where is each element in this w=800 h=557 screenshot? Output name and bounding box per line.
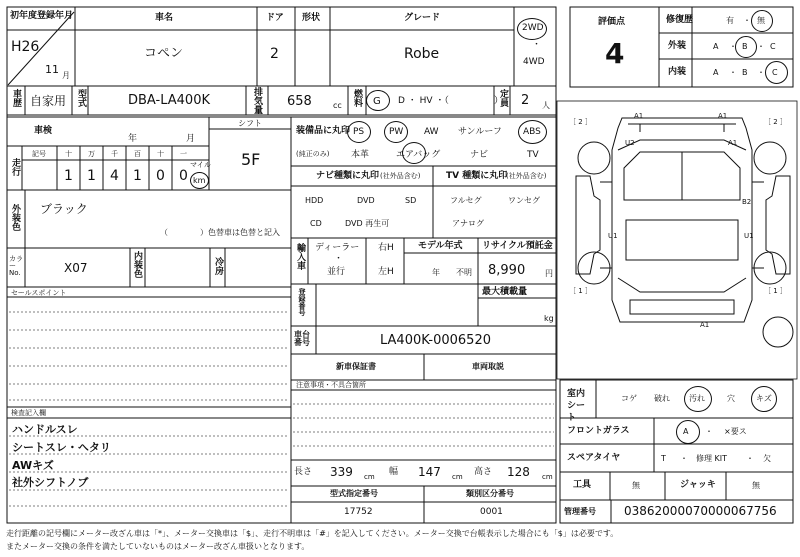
mileage-header-4: 百	[134, 150, 141, 158]
equipment-airbag: エアバッグ	[396, 150, 441, 160]
repaint-note: ）色替車は色替と記入	[200, 228, 280, 237]
label-car-name: 車名	[155, 13, 174, 23]
label-capacity: 定員	[498, 89, 508, 107]
interior-b: B	[742, 68, 748, 77]
damage-mark: A1	[700, 321, 710, 329]
interior-c: C	[772, 68, 778, 77]
category-no-value: 0001	[480, 507, 503, 517]
damage-mark: A1	[728, 139, 738, 147]
spare-kit: 修理 KIT	[696, 454, 728, 463]
label-exterior-color: 外装色	[10, 204, 20, 231]
fuel-gasoline: G	[373, 96, 381, 107]
label-inspection-year: 年	[128, 134, 138, 144]
windshield-a: A	[683, 427, 689, 436]
label-reg-no: 登録番号	[298, 288, 306, 316]
tv-fullseg: フルセグ	[450, 196, 482, 205]
label-tv-sub: (社外品含む)	[506, 172, 547, 180]
exterior-dot1: ・	[729, 42, 737, 51]
label-cc: cc	[333, 101, 342, 110]
mileage-digit: 4	[110, 168, 119, 184]
interior-dot1: ・	[729, 68, 737, 77]
label-width: 幅	[389, 467, 399, 477]
circle-mark-windshield-a	[676, 420, 700, 444]
grade-value: Robe	[404, 46, 440, 62]
inspector-note-4: 社外シフトノブ	[12, 476, 89, 489]
label-tools: 工具	[573, 480, 592, 490]
usage-value: 自家用	[30, 94, 67, 108]
label-management-no: 管理番号	[564, 507, 596, 516]
mileage-digit: 1	[64, 168, 73, 184]
bracket-top-right: ［ 2 ］	[764, 118, 787, 126]
label-tv-type: TV 種類に丸印	[446, 171, 508, 181]
exterior-a: A	[713, 42, 719, 51]
model-value: DBA-LA400K	[128, 93, 210, 108]
length-unit: cm	[364, 473, 375, 481]
circle-mark-2wd	[517, 18, 547, 40]
mileage-header-2: 万	[88, 150, 95, 158]
label-mileage: 走行	[10, 158, 20, 176]
navi-dvd-play: DVD 再生可	[345, 219, 390, 228]
mileage-header-3: 千	[111, 150, 118, 158]
fuel-options: D ・ HV ・（ ）	[398, 96, 503, 106]
inspector-note-3: AWキズ	[12, 459, 54, 472]
handle-left: 左H	[378, 267, 394, 277]
label-new-warranty: 新車保証書	[336, 362, 376, 371]
inspector-note-1: ハンドルスレ	[12, 423, 78, 436]
label-fuel: 燃料	[352, 89, 362, 107]
height-unit: cm	[542, 473, 553, 481]
label-recycle: リサイクル預託金	[482, 241, 553, 251]
repair-yes: 有	[726, 16, 734, 25]
label-navi-type: ナビ種類に丸印	[316, 171, 380, 181]
label-model: 型式	[76, 89, 86, 107]
label-score: 評価点	[598, 17, 626, 27]
label-max-load: 最大積載量	[482, 287, 528, 297]
tv-analog: アナログ	[452, 219, 484, 228]
label-chassis-no: 車台番号	[294, 330, 310, 347]
tv-oneseg: ワンセグ	[508, 196, 540, 205]
label-type-designation: 型式指定番号	[330, 489, 378, 498]
model-year-unknown: 不明	[456, 268, 472, 277]
circle-mark-stain	[684, 386, 712, 412]
footer-note-2: またメーター交換の条件を満たしていないものはメーター改ざん車扱いとなります。	[6, 542, 310, 551]
import-dealer: ディーラー	[315, 243, 360, 253]
tools-value: 無	[632, 481, 640, 490]
mileage-header-0: 記号	[32, 150, 46, 158]
import-parallel: 並行	[327, 267, 346, 277]
label-month: 月	[62, 71, 70, 80]
equipment-navi: ナビ	[470, 150, 489, 160]
circle-mark-pw	[384, 121, 408, 143]
circle-mark-interior-c	[765, 61, 788, 84]
spare-dot1: ・	[680, 454, 688, 463]
mileage-header-1: 十	[65, 150, 72, 158]
recycle-value: 8,990	[488, 263, 526, 278]
equipment-ps: PS	[353, 127, 365, 137]
equipment-aw: AW	[424, 127, 439, 137]
equipment-leather: 本革	[351, 150, 370, 160]
label-inspection-month: 月	[186, 134, 196, 144]
damage-mark: U1	[608, 232, 618, 240]
interior-a: A	[713, 68, 719, 77]
drive-dash: ・	[532, 40, 542, 50]
label-manual: 車両取説	[472, 362, 504, 371]
color-no-value: X07	[64, 261, 88, 275]
damage-mark: U2	[625, 139, 635, 147]
circle-mark-abs	[518, 120, 547, 144]
damage-mark: U1	[744, 232, 754, 240]
damage-mark: A1	[634, 112, 644, 120]
navi-cd: CD	[310, 219, 322, 228]
label-inspector: 検査記入欄	[11, 409, 46, 417]
label-displacement: 排気量	[252, 87, 262, 114]
navi-sd: SD	[405, 196, 417, 205]
label-shape: 形状	[302, 13, 321, 23]
chassis-no-value: LA400K-0006520	[380, 333, 491, 348]
navi-hdd: HDD	[305, 196, 324, 205]
inspector-note-2: シートスレ・ヘタリ	[12, 441, 111, 454]
door-count: 2	[270, 46, 279, 62]
mileage-header-6: 一	[180, 150, 187, 158]
label-door: ドア	[266, 13, 284, 23]
spare-missing: 欠	[763, 454, 771, 463]
jack-value: 無	[752, 481, 760, 490]
label-first-registration: 初年度登録年月	[10, 11, 74, 21]
sheet-stain: 汚れ	[689, 394, 705, 403]
shift-value: 5F	[241, 150, 261, 169]
mileage-digit: 0	[156, 168, 165, 184]
label-color-no: カラーNo.	[9, 255, 23, 277]
spare-t: T	[661, 454, 666, 463]
label-windshield: フロントガラス	[567, 426, 630, 436]
sheet-burn: コゲ	[621, 394, 637, 403]
exterior-c: C	[770, 42, 776, 51]
circle-mark-km	[190, 172, 209, 189]
exterior-dot2: ・	[757, 42, 765, 51]
mileage-km: km	[193, 176, 206, 185]
label-navi-sub: (社外品含む)	[380, 172, 421, 180]
label-length: 長さ	[294, 467, 313, 477]
windshield-replace: ×要ス	[724, 427, 747, 436]
capacity-value: 2	[521, 93, 530, 108]
label-grade: グレード	[404, 13, 441, 23]
label-mile-unit: マイル	[190, 161, 211, 169]
bracket-bottom-left: ［ 1 ］	[569, 287, 592, 295]
mileage-header-5: 十	[157, 150, 164, 158]
drive-2wd: 2WD	[522, 23, 544, 33]
drive-4wd: 4WD	[523, 57, 545, 67]
label-equipment: 装備品に丸印	[296, 126, 351, 136]
interior-dot2: ・	[757, 68, 765, 77]
equipment-pw: PW	[389, 127, 404, 137]
management-no-value: 03862000070000067756	[624, 504, 777, 518]
type-designation-value: 17752	[344, 507, 373, 517]
bracket-top-left: ［ 2 ］	[569, 118, 592, 126]
label-category-no: 類別区分番号	[466, 489, 514, 498]
navi-dvd: DVD	[357, 196, 375, 205]
width-unit: cm	[452, 473, 463, 481]
car-name: コペン	[144, 46, 184, 61]
score-value: 4	[605, 37, 625, 70]
label-interior-color: 内装色	[132, 251, 142, 278]
label-jack: ジャッキ	[680, 480, 716, 490]
mileage-digit: 1	[133, 168, 142, 184]
label-cooler: 冷房	[213, 257, 223, 275]
equipment-abs: ABS	[523, 127, 541, 137]
label-equipment-sub: (純正のみ)	[296, 150, 330, 158]
width-value: 147	[418, 465, 441, 479]
footer-note-1: 走行距離の記号欄にメーター改ざん車は「*」、メーター交換車は「$」、走行不明車は「#」を記入してください。メーター交換で台帳表示した場合にも「$」は必要です。	[6, 529, 619, 538]
height-value: 128	[507, 465, 530, 479]
first-registration-year: H26	[11, 39, 40, 55]
circle-mark-airbag	[402, 142, 426, 164]
displacement-value: 658	[287, 94, 312, 109]
exterior-color-value: ブラック	[40, 202, 88, 216]
import-dot: ・	[334, 254, 344, 264]
label-interior: 内装	[668, 67, 687, 77]
damage-mark: B2	[742, 198, 752, 206]
label-shift: シフト	[238, 119, 262, 128]
sheet-scratch: キズ	[756, 394, 772, 403]
handle-right: 右H	[378, 243, 394, 253]
windshield-dot: ・	[705, 427, 713, 436]
label-sales-point: セールスポイント	[11, 289, 67, 297]
damage-mark: A1	[718, 112, 728, 120]
label-notice: 注意事項・不具合箇所	[296, 381, 366, 389]
circle-mark-fuel	[366, 90, 390, 111]
sheet-tear: 破れ	[654, 394, 670, 403]
label-repair: 修復歴	[666, 15, 694, 25]
label-shaken-type: 車歴	[11, 89, 21, 107]
repair-dot: ・	[743, 16, 751, 25]
label-height: 高さ	[474, 467, 493, 477]
first-registration-month: 11	[45, 63, 59, 76]
circle-mark-repair-no	[751, 10, 773, 32]
spare-dot2: ・	[746, 454, 754, 463]
circle-mark-ps	[347, 121, 371, 143]
bracket-bottom-right: ［ 1 ］	[764, 287, 787, 295]
equipment-tv: TV	[527, 150, 539, 160]
model-year-year: 年	[432, 268, 440, 277]
label-interior-sheet: 室内シート	[567, 389, 586, 423]
repair-no: 無	[757, 16, 765, 25]
equipment-sunroof: サンルーフ	[458, 127, 502, 137]
circle-mark-exterior-b	[735, 36, 757, 58]
label-yen: 円	[545, 269, 553, 278]
exterior-b: B	[742, 42, 748, 51]
label-kg: kg	[544, 314, 554, 323]
length-value: 339	[330, 465, 353, 479]
circle-mark-scratch	[751, 386, 777, 412]
sheet-hole: 穴	[727, 394, 735, 403]
label-spare-tire: スペアタイヤ	[567, 453, 621, 463]
label-import: 輸入車	[295, 243, 305, 270]
mileage-digit: 1	[87, 168, 96, 184]
label-inspection: 車検	[34, 126, 53, 136]
label-persons: 人	[542, 101, 550, 110]
color-paren: （	[160, 228, 168, 237]
mileage-digit: 0	[179, 168, 188, 184]
label-exterior: 外装	[668, 41, 687, 51]
label-model-year: モデル年式	[418, 241, 463, 251]
